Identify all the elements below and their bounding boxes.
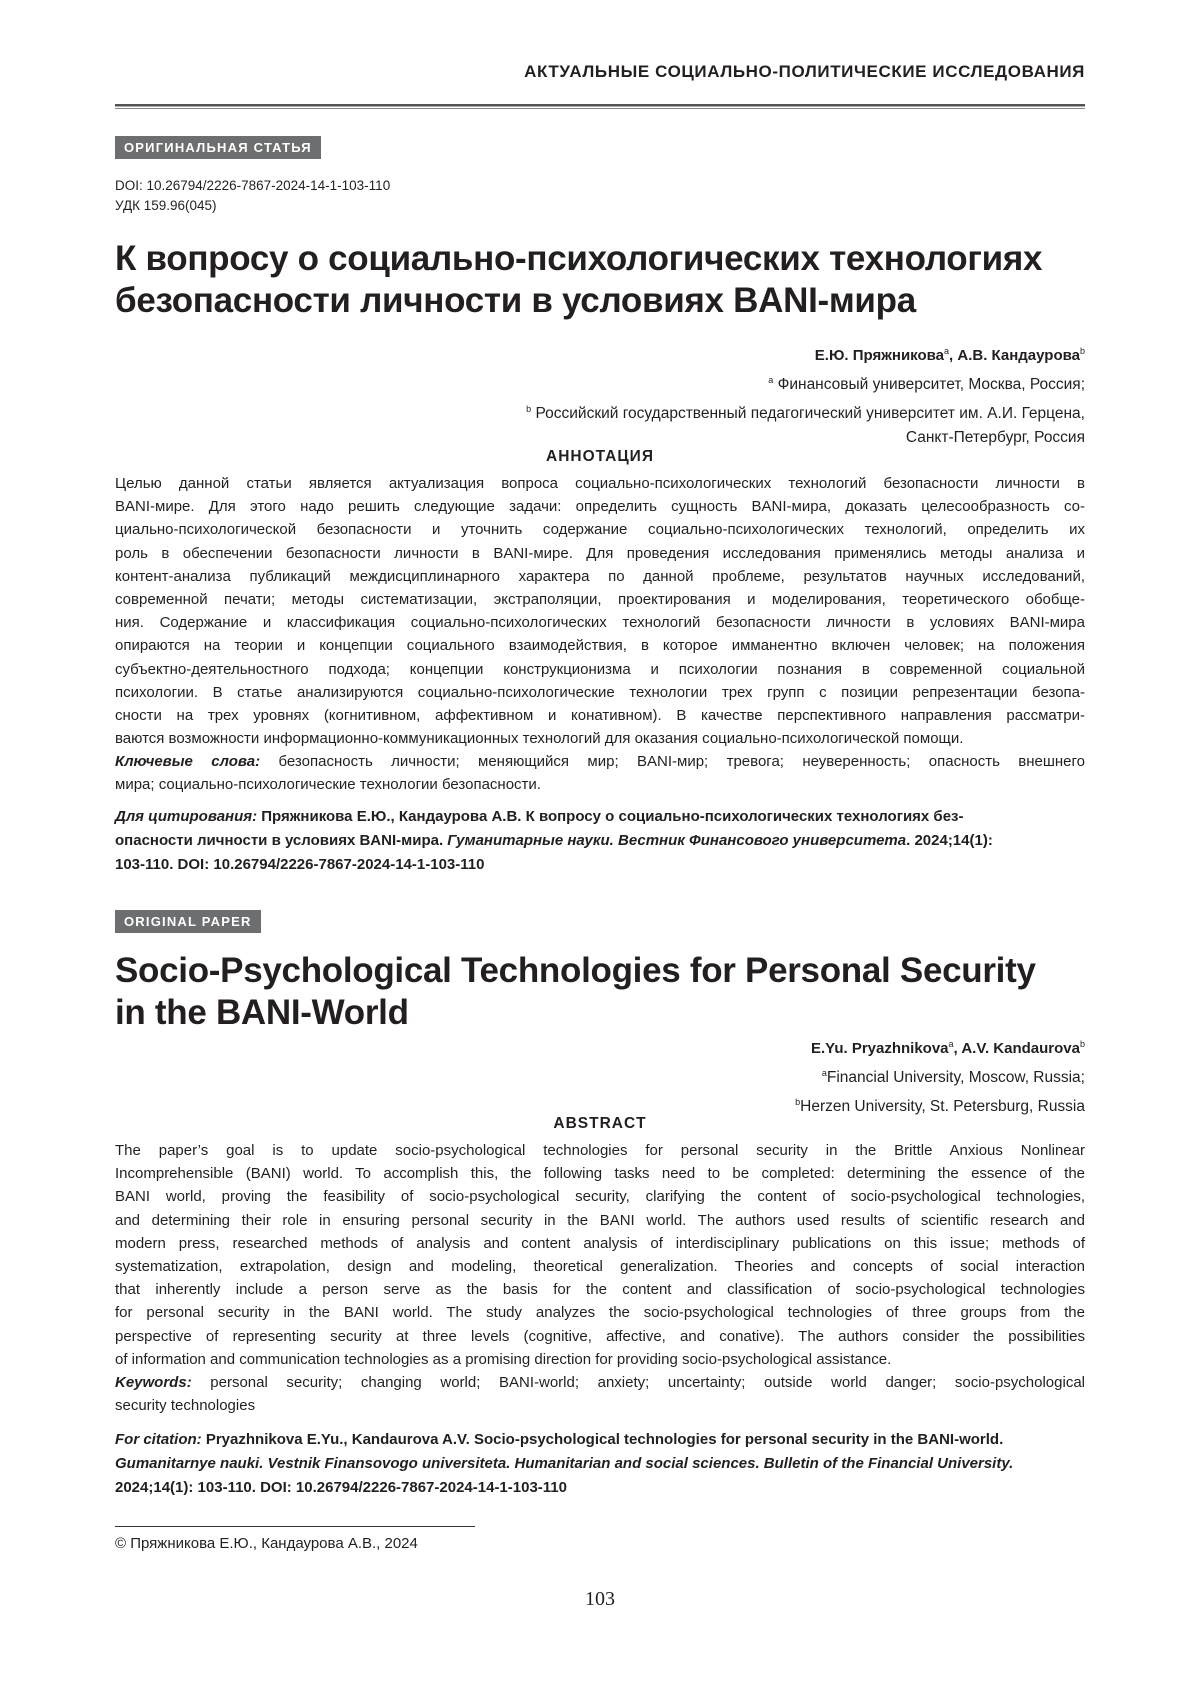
affiliation (526, 397, 1085, 426)
affil-mark: b (1080, 346, 1085, 356)
title-line: in the BANI-World (115, 992, 1095, 1034)
affiliation (526, 368, 1085, 397)
citation-label: For citation: (115, 1431, 202, 1448)
affiliation-text: Финансовый университет, Москва, Россия; (778, 376, 1085, 393)
authors-en (795, 1032, 1085, 1119)
abstract-line: субъектно-деятельностного подхода; концепции конструкционизма и психологии познания в современной социальной (115, 658, 1085, 681)
affil-mark: b (1080, 1039, 1085, 1049)
keywords-text: безопасность личности; меняющийся мир; BANI-мир; тревога; неуверенность; опасность внешнего (260, 753, 1085, 770)
udk: УДК 159.96(045) (115, 196, 390, 216)
affil-mark: b (526, 404, 531, 414)
citation-text: Pryazhnikova E.Yu., Kandaurova A.V. Socio-psychological technologies for personal security in the BANI-world. (202, 1431, 1004, 1448)
page-number: 103 (0, 1588, 1200, 1611)
journal-section-header: АКТУАЛЬНЫЕ СОЦИАЛЬНО-ПОЛИТИЧЕСКИЕ ИССЛЕДОВАНИЯ (524, 62, 1085, 82)
affil-mark: a (944, 346, 949, 356)
abstract-line: The paper’s goal is to update socio-psychological technologies for personal security in the Brittle Anxious Nonlinear (115, 1139, 1085, 1162)
article-title-en (115, 950, 1095, 1034)
copyright: © Пряжникова Е.Ю., Кандаурова А.В., 2024 (115, 1535, 418, 1552)
abstract-line: сности на трех уровнях (когнитивном, аффективном и конативном). В качестве перспективного направления рассматри- (115, 704, 1085, 727)
abstract-heading-en: ABSTRACT (115, 1115, 1085, 1133)
abstract-line: ния. Содержание и классификация социально-психологических технологий безопасности личности в условиях BANI-мира (115, 611, 1085, 634)
citation-text: опасности личности в условиях BANI-мира. (115, 832, 447, 849)
article-type-badge-ru: ОРИГИНАЛЬНАЯ СТАТЬЯ (115, 136, 321, 159)
abstract-line: опираются на теории и концепции социального взаимодействия, в которое имманентно включен человек; на положения (115, 634, 1085, 657)
author-name: E.Yu. Pryazhnikova (811, 1040, 949, 1057)
abstract-line: BANI-мире. Для этого надо решить следующие задачи: определить сущность BANI-мира, доказать целесообразность со- (115, 495, 1085, 518)
affiliation-cont: Санкт-Петербург, Россия (526, 426, 1085, 450)
abstract-line: BANI world, proving the feasibility of socio-psychological security, clarifying the content of socio-psychological technologies, (115, 1185, 1085, 1208)
citation-doi: 2024;14(1): 103-110. DOI: 10.26794/2226-7867-2024-14-1-103-110 (115, 1476, 1085, 1500)
authors-ru (526, 339, 1085, 450)
article-meta-ru (115, 176, 390, 216)
article-type-badge-en: ORIGINAL PAPER (115, 910, 261, 933)
affiliation (795, 1061, 1085, 1090)
header-divider (115, 104, 1085, 107)
abstract-en (115, 1139, 1085, 1417)
abstract-ru (115, 472, 1085, 797)
abstract-line: циально-психологической безопасности и уточнить содержание социально-психологических технологий, определить их (115, 518, 1085, 541)
keywords-text: personal security; changing world; BANI-world; anxiety; uncertainty; outside world danger; socio-psychological (192, 1374, 1085, 1391)
affil-mark: a (768, 375, 773, 385)
affiliation-text: Российский государственный педагогический университет им. А.И. Герцена, (536, 405, 1086, 422)
abstract-line: for personal security in the BANI world. The study analyzes the socio-psychological technologies of three groups from the (115, 1301, 1085, 1324)
citation-text: . 2024;14(1): (906, 832, 993, 849)
author-name: Е.Ю. Пряжникова (815, 347, 944, 364)
title-line: безопасности личности в условиях BANI-мира (115, 280, 1095, 322)
abstract-line: and determining their role in ensuring personal security in the BANI world. The authors used results of scientific research and (115, 1209, 1085, 1232)
author-line: Е.Ю. Пряжниковаa, А.В. Кандауроваb (526, 339, 1085, 368)
affil-mark: b (795, 1097, 800, 1107)
affil-mark: a (822, 1068, 827, 1078)
author-line: E.Yu. Pryazhnikovaa, A.V. Kandaurovab (795, 1032, 1085, 1061)
abstract-line: ваются возможности информационно-коммуникационных технологий для оказания социально-психологической помощи. (115, 727, 1085, 750)
keywords (115, 1371, 1085, 1394)
abstract-line: современной печати; методы систематизации, экстраполяции, проектирования и моделирования, теоретического обобще- (115, 588, 1085, 611)
abstract-line: контент-анализа публикаций междисциплинарного характера по данной проблеме, результатов научных исследований, (115, 565, 1085, 588)
header-divider-thin (115, 108, 1085, 109)
keywords-label: Keywords: (115, 1374, 192, 1391)
journal-name: Gumanitarnye nauki. Vestnik Finansovogo universiteta. Humanitarian and social sciences. Bulletin of the Financial University. (115, 1455, 1013, 1472)
author-name: А.В. Кандаурова (957, 347, 1080, 364)
abstract-line: modern press, researched methods of analysis and content analysis of interdisciplinary publications on this issue; methods of (115, 1232, 1085, 1255)
keywords (115, 750, 1085, 773)
abstract-line: that inherently include a person serve as the basis for the content and classification of socio-psychological technologies (115, 1278, 1085, 1301)
title-line: К вопросу о социально-психологических технологиях (115, 238, 1095, 280)
affiliation-text: Herzen University, St. Petersburg, Russia (800, 1098, 1085, 1115)
keywords-text: security technologies (115, 1394, 1085, 1417)
affiliation-text: Financial University, Moscow, Russia; (827, 1069, 1085, 1086)
journal-name: Гуманитарные науки. Вестник Финансового университета (447, 832, 906, 849)
abstract-line: Incomprehensible (BANI) world. To accomplish this, the following tasks need to be completed: determining the essence of the (115, 1162, 1085, 1185)
abstract-line: systematization, extrapolation, design and modeling, theoretical generalization. Theories and concepts of social interaction (115, 1255, 1085, 1278)
citation-en (115, 1428, 1085, 1500)
abstract-line: Целью данной статьи является актуализация вопроса социально-психологических технологий безопасности личности в (115, 472, 1085, 495)
affil-mark: a (949, 1039, 954, 1049)
title-line: Socio-Psychological Technologies for Personal Security (115, 950, 1095, 992)
author-name: A.V. Kandaurova (961, 1040, 1080, 1057)
abstract-heading-ru: АННОТАЦИЯ (115, 448, 1085, 466)
abstract-line: психологии. В статье анализируются социально-психологические технологии трех групп с позиции репрезентации безопа- (115, 681, 1085, 704)
citation-label: Для цитирования: (115, 808, 257, 825)
keywords-label: Ключевые слова: (115, 753, 260, 770)
article-title-ru (115, 238, 1095, 322)
citation-text: Пряжникова Е.Ю., Кандаурова А.В. К вопросу о социально-психологических технологиях без- (257, 808, 963, 825)
footnote-divider (115, 1526, 475, 1527)
keywords-text: мира; социально-психологические технологии безопасности. (115, 773, 1085, 796)
doi: DOI: 10.26794/2226-7867-2024-14-1-103-110 (115, 176, 390, 196)
abstract-line: of information and communication technologies as a promising direction for providing socio-psychological assistance. (115, 1348, 1085, 1371)
abstract-line: роль в обеспечении безопасности личности в BANI-мире. Для проведения исследования применялись методы анализа и (115, 542, 1085, 565)
citation-doi: 103-110. DOI: 10.26794/2226-7867-2024-14-1-103-110 (115, 853, 1085, 877)
abstract-line: perspective of representing security at three levels (cognitive, affective, and conative). The authors consider the possibilities (115, 1325, 1085, 1348)
citation-ru (115, 805, 1085, 877)
